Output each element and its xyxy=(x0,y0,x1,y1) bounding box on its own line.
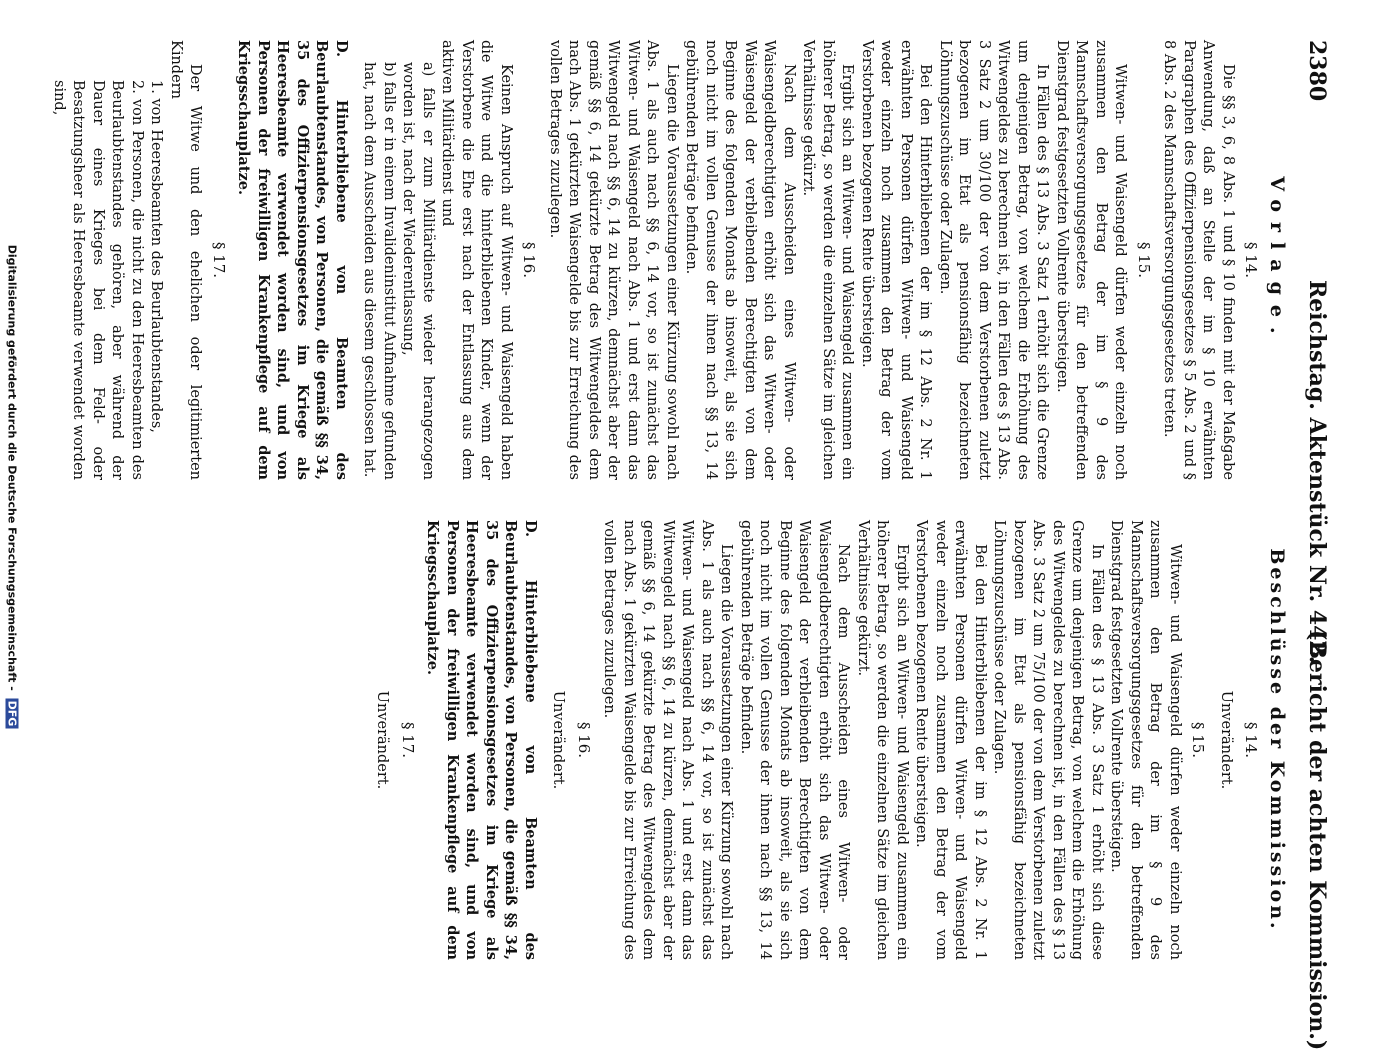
right-p14-number: § 14. xyxy=(1242,721,1261,759)
digitization-footer xyxy=(2,0,19,1000)
left-p16-para-1: Keinen Anspruch auf Witwen- und Waisengeld haben die Witwe und die hinterbliebenen Kinder, wenn der Verstorbene die Ehe erst nach der Entlassung aus dem aktiven Militärdienst und xyxy=(439,40,514,480)
right-p15-para-2: In Fällen des § 13 Abs. 3 Satz 1 erhöht sich diese Grenze um denjenigen Betrag, von welchem die Erhöhung des Witwengeldes zu berechnen ist, in den Fällen des § 13 Abs. 3 Satz 2 um 75/100 der von dem Verstorbenen zuletzt bezogenen im Etat als pensionsfähig bezeichneten Löhnungszuschüsse oder Zulagen. xyxy=(991,520,1105,960)
right-p15-para-4: Ergibt sich an Witwen- und Waisengeld zusammen ein höherer Betrag, so werden die einzelnen Sätze im gleichen Verhältnisse gekürzt. xyxy=(855,520,910,960)
right-p15-para-1: Witwen- und Waisengeld dürfen weder einzeln noch zusammen den Betrag der im § 9 des Mannschaftsversorgungsgesetzes für den betreffenden Dienstgrad festgesetzten Vollrente übersteigen. xyxy=(1108,520,1183,960)
footer-credit: Digitalisierung gefördert durch die Deutsche Forschungsgemeinschaft - xyxy=(5,244,19,691)
left-p15-para-2: In Fällen des § 13 Abs. 3 Satz 1 erhöht sich die Grenze um denjenigen Betrag, von welchem die Erhöhung des Witwengeldes zu berechnen ist, in den Fällen des § 13 Abs. 3 Satz 2 um 30/100 der von dem Verstorbenen zuletzt bezogenen im Etat als pensionsfähig bezeichneten Löhnungszuschüsse oder Zulagen. xyxy=(937,40,1051,480)
left-p16-item-b: b) falls er in einem Invalideninstitut Aufnahme gefunden hat, nach dem Ausscheiden aus diesem geschlossen hat. xyxy=(361,62,397,480)
right-p15-para-5: Nach dem Ausscheiden eines Witwen- oder Waisengeldberechtigten erhöht sich das Witwen- oder Waisengeld der verbleibenden Berechtigten von dem Beginne des folgenden Monats ab insoweit, als sie sich noch nicht im vollen Genusse der ihnen nach §§ 13, 14 gebührenden Beträge befinden. xyxy=(738,520,852,960)
left-p17-item-2: 2. von Personen, die nicht zu den Heeresbeamten des Beurlaubtenstandes gehören, aber während der Dauer eines Krieges bei dem Feld- oder Besatzungsheer als Heeresbeamte verwendet worden sind, xyxy=(51,80,145,480)
left-p17-item-1: 1. von Heeresbeamten des Beurlaubtenstandes, xyxy=(148,80,165,433)
left-p15-para-4: Ergibt sich an Witwen- und Waisengeld zusammen ein höherer Betrag, so werden die einzelnen Sätze im gleichen Verhältnisse gekürzt. xyxy=(800,40,856,480)
left-p17-number: § 17. xyxy=(210,241,228,279)
left-p15-para-3: Bei den Hinterbliebenen der im § 12 Abs. 2 Nr. 1 erwähnten Personen dürfen Witwen- und Waisengeld weder einzeln noch zusammen den Betrag der vom Verstorbenen bezogenen Rente übersteigen. xyxy=(859,40,934,480)
left-column xyxy=(49,40,1287,480)
left-section-d-heading: D. Hinterbliebene von Beamten des Beurlaubtenstandes, von Personen, die gemäß §§ 34, 35 des Offizierpensionsgesetzes im Kriege als Heeresbeamte verwendet worden sind, und von Personen der freiwilligen Krankenpflege auf dem Kriegsschauplatze. xyxy=(235,40,350,480)
left-p15-para-1: Witwen- und Waisengeld dürfen weder einzeln noch zusammen den Betrag der im § 9 des Mannschaftsversorgungsgesetzes für den betreffenden Dienstgrad festgesetzten Vollrente übersteigen. xyxy=(1054,40,1129,480)
page-subtitle: (Bericht der achten Kommission.) xyxy=(1304,630,1330,1050)
footer-text-wrap xyxy=(6,7,19,967)
right-p15-para-3: Bei den Hinterbliebenen der im § 12 Abs. 2 Nr. 1 erwähnten Personen dürfen Witwen- und Waisengeld weder einzeln noch zusammen den Betrag der vom Verstorbenen bezogenen Rente übersteigen. xyxy=(913,520,988,960)
left-p15-para-6: Liegen die Voraussetzungen einer Kürzung sowohl nach Abs. 1 als auch nach §§ 6, 14 vor, so ist zunächst das Witwen- und Waisengeld nach Abs. 1 und erst dann das Witwengeld nach §§ 6, 14 zu kürzen, demnächst aber der gemäß §§ 6, 14 gekürzte Betrag des Witwengeldes dem nach Abs. 1 gekürzten Waisengelde bis zur Erreichung des vollen Betrages zuzulegen. xyxy=(547,40,680,480)
right-column xyxy=(364,520,1286,960)
right-p17-number: § 17. xyxy=(399,721,417,759)
right-p16-number: § 16. xyxy=(575,721,593,759)
page-title: Reichstag. Aktenstück Nr. 442. xyxy=(1304,280,1330,664)
right-column-title: Beschlüsse der Kommission. xyxy=(1266,548,1288,932)
rotated-page-content xyxy=(51,40,1330,1050)
page-number: 2380 xyxy=(1304,40,1330,102)
left-p15-number: § 15. xyxy=(1135,241,1153,279)
left-p16-number: § 16. xyxy=(520,241,539,279)
left-p14-number: § 14. xyxy=(1242,241,1261,279)
right-p14-text: Unverändert. xyxy=(1218,690,1234,790)
right-p15-number: § 15. xyxy=(1189,721,1208,759)
dfg-logo: DFG xyxy=(5,700,19,727)
right-p15-para-6: Liegen die Voraussetzungen einer Kürzung sowohl nach Abs. 1 als auch nach §§ 6, 14 vor, so ist zunächst das Witwen- und Waisengeld nach Abs. 1 und erst dann das Witwengeld nach §§ 6, 14 zu kürzen, demnächst aber der gemäß §§ 6, 14 gekürzte Betrag des Witwengeldes dem nach Abs. 1 gekürzten Waisengelde bis zur Erreichung des vollen Betrages zuzulegen. xyxy=(601,520,735,960)
left-p16-item-a: a) falls er zum Militärdienste wieder herangezogen worden ist, nach der Wiederentlassung, xyxy=(400,62,436,480)
left-column-title: Vorlage. xyxy=(1266,176,1288,344)
left-p14-text: Die §§ 3, 6, 8 Abs. 1 und § 10 finden mit der Maßgabe Anwendung, daß an Stelle der im § 10 erwähnten Paragraphen des Offizierpensionsgesetzes § 5 Abs. 2 und § 8 Abs. 2 des Mannschaftsversorgungsgesetzes treten. xyxy=(1161,40,1236,480)
page-header xyxy=(1294,40,1330,1050)
left-p17-para-1: Der Witwe und den ehelichen oder legitimierten Kindern xyxy=(168,40,204,480)
right-section-d-heading: D. Hinterbliebene von Beamten des Beurlaubtenstandes, von Personen, die gemäß §§ 34, 35 des Offizierpensionsgesetzes im Kriege als Heeresbeamte verwendet worden sind, und von Personen der freiwilligen Krankenpflege auf dem Kriegsschauplatze. xyxy=(424,520,539,960)
right-p17-text: Unverändert. xyxy=(374,690,391,790)
left-p15-para-5: Nach dem Ausscheiden eines Witwen- oder Waisengeldberechtigten erhöht sich das Witwen- oder Waisengeld der verbleibenden Berechtigten von dem Beginne des folgenden Monats ab insoweit, als sie sich noch nicht im vollen Genusse der ihnen nach §§ 13, 14 gebührenden Beträge befinden. xyxy=(683,40,797,480)
right-p16-text: Unverändert. xyxy=(550,690,567,790)
